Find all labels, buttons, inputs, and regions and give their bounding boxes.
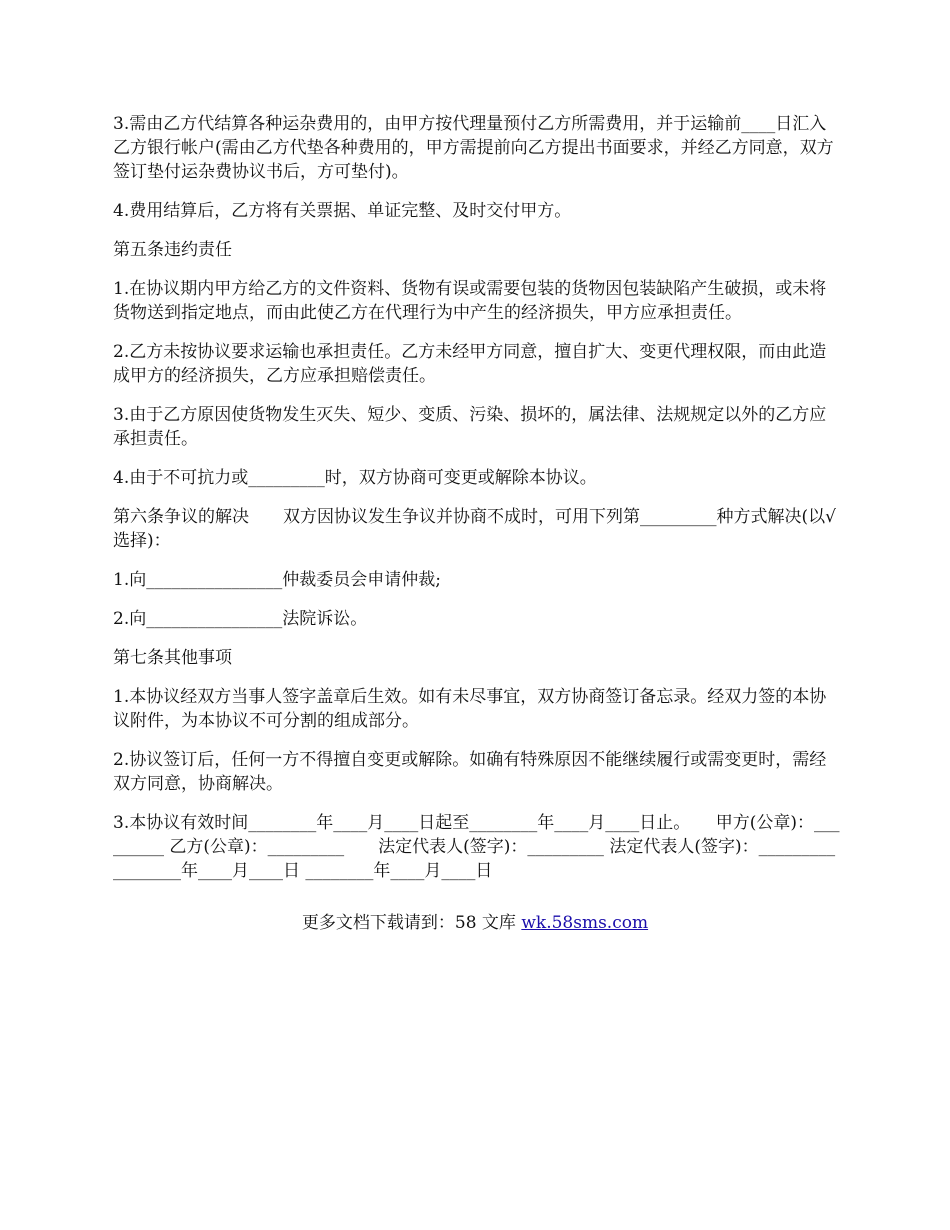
- section-heading-breach: 第五条违约责任: [113, 240, 232, 260]
- paragraph-effectiveness: 1.本协议经双方当事人签字盖章后生效。如有未尽事宜，双方协商签订备忘录。经双力签的本协议附件，为本协议不可分割的组成部分。: [113, 687, 827, 731]
- paragraph-modification: 2.协议签订后，任何一方不得擅自变更或解除。如确有特殊原因不能继续履行或需变更时，需经双方同意，协商解决。: [113, 750, 827, 794]
- paragraph-validity-signatures: 3.本协议有效时间________年____月____日起至________年____月____日止。 甲方(公章)：_________ 乙方(公章)：_________ 法定代表人(签字)：_________ 法定代表人(签字)：_________ ________年____月____日 ________年____月____日: [113, 813, 870, 881]
- paragraph-litigation: 2.向________________法院诉讼。: [113, 609, 368, 629]
- paragraph-force-majeure: 4.由于不可抗力或_________时，双方协商可变更或解除本协议。: [113, 468, 597, 488]
- document-body: [113, 112, 870, 898]
- footer: [0, 911, 950, 935]
- footer-text: 更多文档下载请到：58 文库: [301, 913, 522, 933]
- section-heading-other-matters: 第七条其他事项: [113, 648, 232, 668]
- paragraph-cargo-loss: 3.由于乙方原因使货物发生灭失、短少、变质、污染、损坏的，属法律、法规规定以外的乙方应承担责任。: [113, 405, 827, 449]
- paragraph-dispute-resolution: 第六条争议的解决 双方因协议发生争议并协商不成时，可用下列第_________种方式解决(以√选择)：: [113, 507, 836, 551]
- paragraph-breach-party-b: 2.乙方未按协议要求运输也承担责任。乙方未经甲方同意，擅自扩大、变更代理权限，而由此造成甲方的经济损失，乙方应承担赔偿责任。: [113, 342, 827, 386]
- paragraph-fee-settlement: 4.费用结算后，乙方将有关票据、单证完整、及时交付甲方。: [113, 201, 572, 221]
- paragraph-arbitration: 1.向________________仲裁委员会申请仲裁;: [113, 570, 441, 590]
- footer-link[interactable]: wk.58sms.com: [521, 913, 649, 933]
- paragraph-fee-prepayment: 3.需由乙方代结算各种运杂费用的，由甲方按代理量预付乙方所需费用，并于运输前____日汇入乙方银行帐户(需由乙方代垫各种费用的，甲方需提前向乙方提出书面要求，并经乙方同意，双方签订垫付运杂费协议书后，方可垫付)。: [113, 114, 834, 182]
- paragraph-breach-party-a: 1.在协议期内甲方给乙方的文件资料、货物有误或需要包装的货物因包装缺陷产生破损，或未将货物送到指定地点，而由此使乙方在代理行为中产生的经济损失，甲方应承担责任。: [113, 279, 827, 323]
